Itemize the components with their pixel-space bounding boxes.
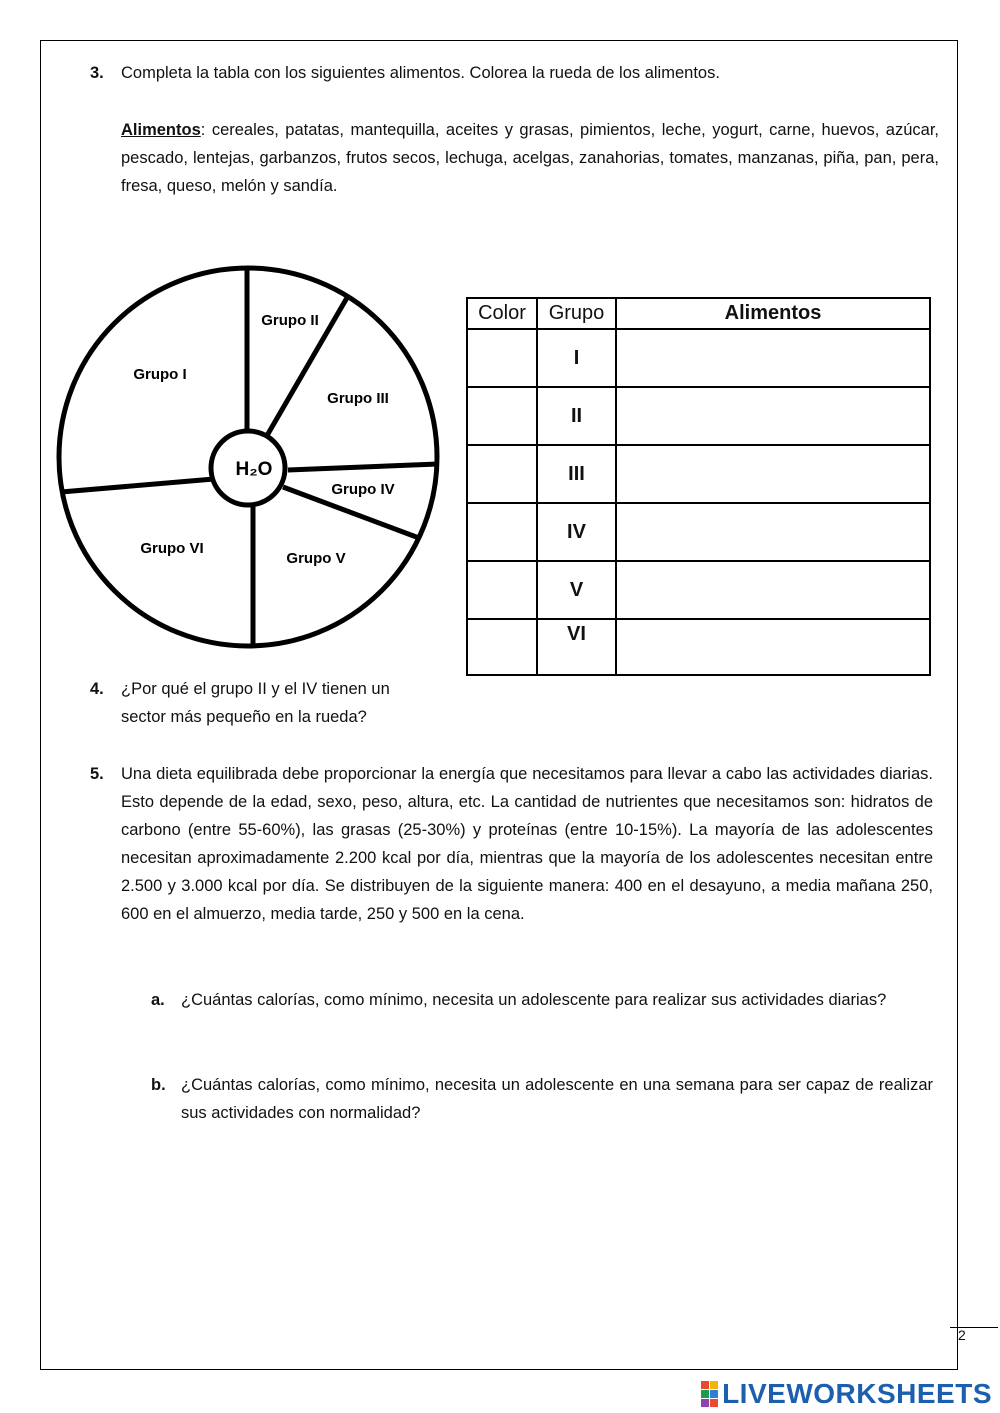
q3-foods-paragraph (121, 116, 939, 200)
foods-cell-iv[interactable] (616, 503, 930, 561)
foods-cell-vi[interactable] (616, 619, 930, 675)
liveworksheets-logo[interactable] (701, 1378, 992, 1410)
color-cell-iv[interactable] (467, 503, 537, 561)
group-cell-iii: III (537, 445, 616, 503)
foods-label: Alimentos (121, 121, 201, 139)
group-cell-iv: IV (537, 503, 616, 561)
q5a-text: ¿Cuántas calorías, como mínimo, necesita un adolescente para realizar sus actividades diarias? (181, 991, 887, 1009)
header-alimentos: Alimentos (616, 298, 930, 329)
label-grupo-v: Grupo V (286, 550, 346, 567)
table-row (467, 445, 930, 503)
q4-line-1: ¿Por qué el grupo II y el IV tienen un (121, 680, 390, 698)
page-number: 2 (958, 1327, 966, 1343)
label-grupo-ii: Grupo II (261, 312, 319, 329)
q5b-label: b. (151, 1076, 166, 1094)
group-cell-vi: VI (537, 619, 616, 675)
foods-cell-v[interactable] (616, 561, 930, 619)
foods-cell-i[interactable] (616, 329, 930, 387)
color-cell-v[interactable] (467, 561, 537, 619)
logo-icon (701, 1381, 718, 1407)
table-header-row (467, 298, 930, 329)
color-cell-ii[interactable] (467, 387, 537, 445)
q4-line-2: sector más pequeño en la rueda? (121, 708, 367, 726)
logo-text: LIVEWORKSHEETS (722, 1378, 992, 1409)
table-row (467, 561, 930, 619)
q5b-text: ¿Cuántas calorías, como mínimo, necesita un adolescente en una semana para ser capaz de realizar sus actividades con normalidad? (181, 1076, 933, 1122)
label-grupo-i: Grupo I (133, 366, 187, 383)
color-cell-iii[interactable] (467, 445, 537, 503)
foods-cell-iii[interactable] (616, 445, 930, 503)
header-grupo: Grupo (537, 298, 616, 329)
foods-list: : cereales, patatas, mantequilla, aceites y grasas, pimientos, leche, yogurt, carne, huevos, azúcar, pescado, lentejas, garbanzos, frutos secos, lechuga, acelgas, zanahorias, tomates, manzanas, piña, pan, pera, fresa, queso, melón y sandía. (121, 121, 939, 195)
q5-number: 5. (90, 765, 104, 783)
food-wheel (55, 262, 447, 654)
q3-number: 3. (90, 64, 104, 82)
q3-instruction: Completa la tabla con los siguientes alimentos. Colorea la rueda de los alimentos. (121, 64, 720, 82)
color-cell-vi[interactable] (467, 619, 537, 675)
food-table (466, 297, 931, 676)
color-cell-i[interactable] (467, 329, 537, 387)
table-row (467, 387, 930, 445)
table-row (467, 329, 930, 387)
foods-cell-ii[interactable] (616, 387, 930, 445)
label-grupo-iii: Grupo III (327, 390, 389, 407)
table-row (467, 503, 930, 561)
q5a-label: a. (151, 991, 165, 1009)
group-cell-v: V (537, 561, 616, 619)
center-label: H₂O (235, 459, 273, 480)
header-color: Color (467, 298, 537, 329)
q5-paragraph: Una dieta equilibrada debe proporcionar la energía que necesitamos para llevar a cabo las actividades diarias. Esto depende de la edad, sexo, peso, altura, etc. La cantidad de nutrientes que necesitamos son: hidratos de carbono (entre 55-60%), las grasas (25-30%) y proteínas (entre 10-15%). La mayoría de las adolescentes necesitan aproximadamente 2.200 kcal por día, mientras que la mayoría de los adolescentes necesitan entre 2.500 y 3.000 kcal por día. Se distribuyen de la siguiente manera: 400 en el desayuno, a media mañana 250, 600 en el almuerzo, media tarde, 250 y 500 en la cena. (121, 765, 933, 923)
group-cell-i: I (537, 329, 616, 387)
group-cell-ii: II (537, 387, 616, 445)
q4-number: 4. (90, 680, 104, 698)
label-grupo-vi: Grupo VI (140, 540, 204, 557)
table-row (467, 619, 930, 675)
label-grupo-iv: Grupo IV (331, 481, 395, 498)
